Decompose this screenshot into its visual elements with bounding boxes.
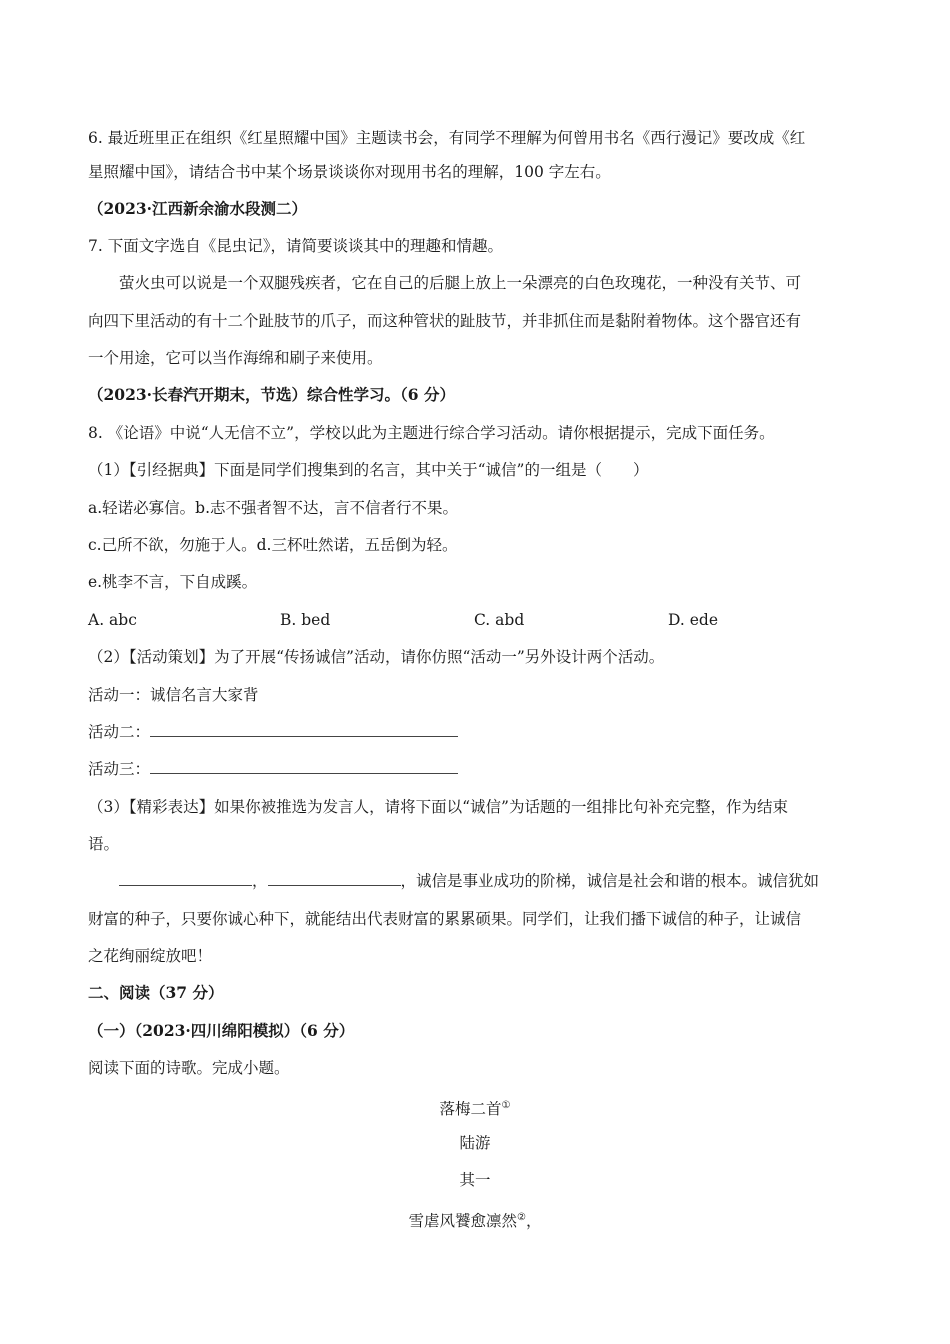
activity-2-blank[interactable] <box>150 722 458 737</box>
activity-2-line <box>88 721 868 743</box>
question-8-sub-1: （1）【引经据典】下面是同学们搜集到的名言，其中关于“诚信”的一组是（ ） <box>88 461 649 479</box>
question-6-line-1: 6. 最近班里正在组织《红星照耀中国》主题读书会，有同学不理解为何曾用书名《西行漫记》要改成《红 <box>88 129 806 147</box>
parallel-blank-2[interactable] <box>268 871 401 886</box>
activity-3-line <box>88 758 868 780</box>
parallel-sentence-rest: ，诚信是事业成功的阶梯，诚信是社会和谐的根本。诚信犹如 <box>400 872 820 890</box>
option-c: C. abd <box>474 611 525 629</box>
question-7-passage-line-2: 向四下里活动的有十二个趾肢节的爪子，而这种管状的趾肢节，并非抓住而是黏附着物体。这个器官还有 <box>88 312 802 330</box>
parallel-blank-1[interactable] <box>119 871 252 886</box>
question-7-stem: 7. 下面文字选自《昆虫记》，请简要谈谈其中的理趣和情趣。 <box>88 237 503 255</box>
question-8-sub-3-line-2: 语。 <box>88 835 120 853</box>
activity-3-label: 活动三： <box>88 760 151 778</box>
part-1-source: （一）（2023·四川绵阳模拟）（6 分） <box>88 1021 355 1040</box>
comma: ， <box>252 872 268 890</box>
option-d: D. ede <box>668 611 718 629</box>
question-8-sub-3-line-1: （3）【精彩表达】如果你被推选为发言人，请将下面以“诚信”为话题的一组排比句补充完整，作为结束 <box>88 798 788 816</box>
quote-e: e.桃李不言，下自成蹊。 <box>88 573 258 591</box>
question-8-stem: 8. 《论语》中说“人无信不立”，学校以此为主题进行综合学习活动。请你根据提示，完成下面任务。 <box>88 424 775 442</box>
quote-c-d: c.己所不欲，勿施于人。d.三杯吐然诺，五岳倒为轻。 <box>88 536 458 554</box>
option-b: B. bed <box>280 611 331 629</box>
quote-a-b: a.轻诺必寡信。b.志不强者智不达，言不信者行不果。 <box>88 499 459 517</box>
poem-line-1-note: ② <box>517 1212 526 1223</box>
question-7-source: （2023·江西新余渝水段测二） <box>88 199 308 218</box>
option-a: A. abc <box>88 611 137 629</box>
parallel-sentence-line-2: 财富的种子，只要你诚心种下，就能结出代表财富的累累硕果。同学们，让我们播下诚信的种子，让诚信 <box>88 910 802 928</box>
question-7-passage-line-1: 萤火虫可以说是一个双腿残疾者，它在自己的后腿上放上一朵漂亮的白色玫瑰花，一种没有关节、可 <box>119 274 802 292</box>
poem-line-1 <box>0 1207 950 1232</box>
poem-subtitle: 其一 <box>459 1171 491 1189</box>
parallel-sentence-line-1 <box>119 870 899 892</box>
poem-line-1-punct: ， <box>525 1212 542 1231</box>
poem-title-note: ① <box>501 1100 511 1111</box>
question-8-sub-2: （2）【活动策划】为了开展“传扬诚信”活动，请你仿照“活动一”另外设计两个活动。 <box>88 648 665 666</box>
activity-1: 活动一：诚信名言大家背 <box>88 686 259 704</box>
poem-line-1-text: 雪虐风饕愈凛然 <box>408 1212 518 1231</box>
question-7-passage-line-3: 一个用途，它可以当作海绵和刷子来使用。 <box>88 349 383 367</box>
poem-title <box>0 1095 950 1120</box>
poem-title-text: 落梅二首 <box>439 1100 502 1119</box>
reading-instruction: 阅读下面的诗歌。完成小题。 <box>88 1059 290 1077</box>
question-6-line-2: 星照耀中国》，请结合书中某个场景谈谈你对现用书名的理解，100 字左右。 <box>88 163 611 181</box>
question-8-source: （2023·长春汽开期末，节选）综合性学习。（6 分） <box>88 385 455 404</box>
section-2-heading: 二、阅读（37 分） <box>88 983 224 1002</box>
activity-2-label: 活动二： <box>88 723 151 741</box>
poem-author: 陆游 <box>459 1134 491 1152</box>
activity-3-blank[interactable] <box>150 759 458 774</box>
parallel-sentence-line-3: 之花绚丽绽放吧！ <box>88 947 213 965</box>
